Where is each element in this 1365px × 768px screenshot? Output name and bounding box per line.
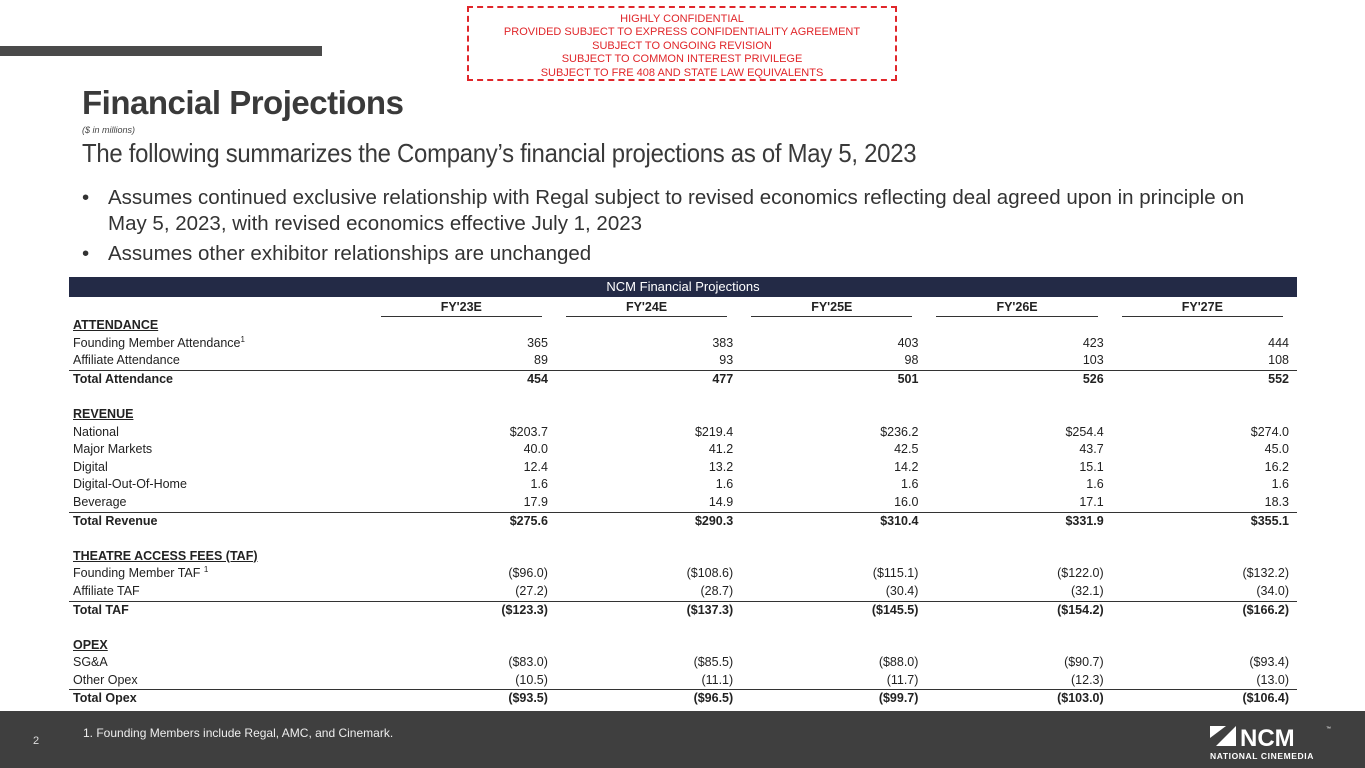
column-header <box>741 297 926 317</box>
spacer-cell <box>69 619 371 637</box>
bullet-list <box>82 185 1282 271</box>
column-header-row <box>69 297 1297 317</box>
table-row <box>69 352 1297 370</box>
total-cell: ($154.2) <box>926 601 1111 619</box>
empty-cell <box>556 637 741 655</box>
empty-cell <box>926 317 1111 335</box>
spacer-cell <box>371 530 556 548</box>
table-cell: 403 <box>897 335 919 350</box>
row-label <box>69 459 371 477</box>
table-cell: 444 <box>1268 335 1289 350</box>
table-row <box>69 441 1297 459</box>
spacer-cell <box>926 530 1111 548</box>
table-cell: 15.1 <box>1079 459 1104 474</box>
total-label: Total Attendance <box>69 370 371 388</box>
total-cell: ($99.7) <box>741 690 926 708</box>
column-header-label: FY'25E <box>751 298 912 317</box>
total-row <box>69 690 1297 708</box>
confidential-line: SUBJECT TO FRE 408 AND STATE LAW EQUIVALENTS <box>540 66 824 79</box>
total-label: Total Opex <box>69 690 371 708</box>
table-cell: 1.6 <box>1086 477 1104 492</box>
spacer-cell <box>741 619 926 637</box>
table-cell: ($122.0) <box>1057 566 1104 581</box>
spacer-cell <box>1112 530 1297 548</box>
table-cell: (11.1) <box>701 672 734 687</box>
total-cell: $290.3 <box>556 512 741 530</box>
table-cell: ($90.7) <box>1064 655 1104 670</box>
row-label <box>69 565 371 583</box>
table-cell: 98 <box>904 353 919 368</box>
table-cell: ($93.4) <box>1249 655 1289 670</box>
table-cell: 40.0 <box>523 442 548 457</box>
projections-table <box>69 297 1297 708</box>
confidential-notice <box>467 6 897 81</box>
spacer-cell <box>556 619 741 637</box>
spacer-cell <box>371 388 556 406</box>
table-cell: 42.5 <box>894 442 919 457</box>
table-cell: 93 <box>719 353 734 368</box>
empty-cell <box>926 637 1111 655</box>
bullet-icon: • <box>82 186 90 209</box>
total-cell: ($166.2) <box>1112 601 1297 619</box>
row-label-text: Other Opex <box>73 672 138 687</box>
table-cell: $203.7 <box>509 424 548 439</box>
table-cell: (28.7) <box>700 583 734 598</box>
table-cell: 16.0 <box>894 494 919 509</box>
row-label-text: Affiliate TAF <box>73 583 140 598</box>
table-cell: 13.2 <box>708 459 734 474</box>
table-row <box>69 459 1297 477</box>
table-cell: (12.3) <box>1071 672 1104 687</box>
table-row <box>69 335 1297 353</box>
row-label-text: SG&A <box>73 655 108 670</box>
table-cell: (13.0) <box>1256 672 1289 687</box>
spacer-cell <box>556 530 741 548</box>
empty-cell <box>741 406 926 424</box>
empty-cell <box>741 637 926 655</box>
section-title: ATTENDANCE <box>73 318 159 332</box>
total-cell: 454 <box>371 370 556 388</box>
confidential-line: SUBJECT TO COMMON INTEREST PRIVILEGE <box>561 53 803 66</box>
table-cell: ($83.0) <box>508 655 548 670</box>
row-label-text: Digital <box>73 459 108 474</box>
table-cell: (10.5) <box>515 672 548 687</box>
spacer-cell <box>69 530 371 548</box>
total-cell: 552 <box>1112 370 1297 388</box>
top-accent-bar <box>0 46 322 56</box>
bullet-item <box>82 241 1282 267</box>
row-label <box>69 441 371 459</box>
table-cell: $236.2 <box>880 424 919 439</box>
column-header <box>371 297 556 317</box>
table-cell: ($115.1) <box>872 566 919 581</box>
table-cell: 12.4 <box>523 459 548 474</box>
total-cell: $310.4 <box>741 512 926 530</box>
table-header: NCM Financial Projections <box>69 277 1297 297</box>
section-title-row <box>69 406 1297 424</box>
spacer-row <box>69 530 1297 548</box>
empty-cell <box>741 317 926 335</box>
total-cell: ($145.5) <box>741 601 926 619</box>
total-cell: $331.9 <box>926 512 1111 530</box>
row-label-text: Founding Member TAF <box>73 566 204 581</box>
logo-tm: ™ <box>1326 726 1331 732</box>
table-cell: $254.4 <box>1065 424 1104 439</box>
table-cell: 17.1 <box>1079 494 1104 509</box>
total-cell: 501 <box>741 370 926 388</box>
bullet-text: Assumes other exhibitor relationships are unchanged <box>108 242 592 265</box>
table-row <box>69 565 1297 583</box>
total-row <box>69 512 1297 530</box>
total-row <box>69 370 1297 388</box>
bullet-icon: • <box>82 242 90 265</box>
section-title: REVENUE <box>73 406 134 421</box>
spacer-cell <box>741 530 926 548</box>
table-cell: (11.7) <box>886 672 919 687</box>
total-cell: ($123.3) <box>371 601 556 619</box>
empty-cell <box>556 317 741 335</box>
table-cell: $274.0 <box>1250 424 1289 439</box>
table-cell: (34.0) <box>1256 583 1289 598</box>
spacer-row <box>69 619 1297 637</box>
confidential-line: SUBJECT TO ONGOING REVISION <box>592 39 772 52</box>
row-label <box>69 494 371 512</box>
empty-cell <box>371 406 556 424</box>
row-label-text: Affiliate Attendance <box>73 353 180 368</box>
section-title-row <box>69 548 1297 566</box>
table-cell: 1.6 <box>901 477 919 492</box>
spacer-cell <box>741 388 926 406</box>
column-header-label: FY'24E <box>566 298 727 317</box>
table-cell: (32.1) <box>1071 583 1104 598</box>
logo-tagline: NATIONAL CINEMEDIA <box>1210 751 1314 761</box>
total-cell: $275.6 <box>371 512 556 530</box>
section-title: THEATRE ACCESS FEES (TAF) <box>73 548 258 563</box>
table-row <box>69 654 1297 672</box>
table-cell: $219.4 <box>694 424 734 439</box>
confidential-line: HIGHLY CONFIDENTIAL <box>620 13 744 25</box>
column-header-label: FY'23E <box>381 298 542 317</box>
total-cell: ($137.3) <box>556 601 741 619</box>
total-cell: ($96.5) <box>556 690 741 708</box>
table-cell: 16.2 <box>1264 459 1289 474</box>
table-cell: 108 <box>1268 353 1289 368</box>
column-header <box>556 297 741 317</box>
spacer-cell <box>1112 388 1297 406</box>
total-cell: ($93.5) <box>371 690 556 708</box>
table-cell: 365 <box>527 335 548 350</box>
table-cell: 14.9 <box>708 494 734 509</box>
table-cell: 45.0 <box>1264 442 1289 457</box>
row-label-text: Founding Member Attendance <box>73 335 241 350</box>
total-label: Total Revenue <box>69 512 371 530</box>
total-cell: $355.1 <box>1112 512 1297 530</box>
logo-name: NCM <box>1240 725 1295 752</box>
row-label <box>69 352 371 370</box>
table-cell: 1.6 <box>530 477 548 492</box>
column-header-blank <box>69 297 371 317</box>
table-cell: ($88.0) <box>878 655 919 670</box>
row-label-text: Major Markets <box>73 442 153 457</box>
column-header <box>926 297 1111 317</box>
table-row <box>69 494 1297 512</box>
column-header-label: FY'26E <box>936 298 1097 317</box>
table-cell: 43.7 <box>1079 442 1104 457</box>
row-label <box>69 654 371 672</box>
empty-cell <box>741 548 926 566</box>
table-cell: 89 <box>534 353 548 368</box>
spacer-cell <box>371 619 556 637</box>
table-row <box>69 476 1297 494</box>
table-row <box>69 672 1297 690</box>
empty-cell <box>556 548 741 566</box>
footnote: 1. Founding Members include Regal, AMC, and Cinemark. <box>83 726 394 740</box>
spacer-cell <box>926 388 1111 406</box>
table-row <box>69 583 1297 601</box>
table-cell: ($132.2) <box>1242 566 1289 581</box>
table-cell: 1.6 <box>1271 477 1289 492</box>
empty-cell <box>1112 406 1297 424</box>
table-cell: 14.2 <box>894 459 919 474</box>
table-cell: 41.2 <box>708 442 734 457</box>
table-cell: ($85.5) <box>693 655 734 670</box>
total-cell: 477 <box>556 370 741 388</box>
empty-cell <box>926 406 1111 424</box>
total-cell: ($103.0) <box>926 690 1111 708</box>
total-row <box>69 601 1297 619</box>
row-label <box>69 672 371 690</box>
table-cell: ($96.0) <box>508 566 548 581</box>
column-header <box>1112 297 1297 317</box>
spacer-cell <box>926 619 1111 637</box>
row-label <box>69 476 371 494</box>
table-cell: 17.9 <box>523 494 548 509</box>
empty-cell <box>371 317 556 335</box>
table-cell: 103 <box>1082 353 1104 368</box>
total-label: Total TAF <box>69 601 371 619</box>
footnote-marker: 1 <box>203 565 209 575</box>
empty-cell <box>1112 548 1297 566</box>
table-cell: 383 <box>712 335 734 350</box>
units-note: ($ in millions) <box>82 125 136 135</box>
empty-cell <box>926 548 1111 566</box>
row-label <box>69 335 371 353</box>
section-title-row <box>69 637 1297 655</box>
empty-cell <box>556 406 741 424</box>
section-title-row <box>69 317 1297 335</box>
row-label <box>69 424 371 442</box>
table-cell: (27.2) <box>515 583 548 598</box>
page-title: Financial Projections <box>82 84 404 121</box>
table-row <box>69 424 1297 442</box>
table-cell: ($108.6) <box>686 566 734 581</box>
empty-cell <box>371 637 556 655</box>
confidential-line: PROVIDED SUBJECT TO EXPRESS CONFIDENTIALITY AGREEMENT <box>503 26 861 39</box>
total-cell: 526 <box>926 370 1111 388</box>
table-cell: (30.4) <box>885 583 919 598</box>
row-label-text: Beverage <box>73 494 127 509</box>
column-header-label: FY'27E <box>1122 298 1283 317</box>
footnote-marker: 1 <box>240 334 245 344</box>
empty-cell <box>371 548 556 566</box>
empty-cell <box>1112 637 1297 655</box>
row-label-text: Digital-Out-Of-Home <box>73 477 187 492</box>
table-cell: 1.6 <box>715 477 734 492</box>
page-number: 2 <box>33 735 40 747</box>
bullet-text: Assumes continued exclusive relationship with Regal subject to revised economics reflecting deal agreed upon in principle on May 5, 2023, with revised economics effective July 1, 2023 <box>108 186 1245 235</box>
table-cell: 18.3 <box>1264 494 1289 509</box>
spacer-row <box>69 388 1297 406</box>
spacer-cell <box>69 388 371 406</box>
total-cell: ($106.4) <box>1112 690 1297 708</box>
row-label-text: National <box>73 424 119 439</box>
table-cell: 423 <box>1082 335 1104 350</box>
bullet-item <box>82 185 1282 237</box>
row-label <box>69 583 371 601</box>
page-subtitle: The following summarizes the Company’s financial projections as of May 5, 2023 <box>82 138 917 168</box>
spacer-cell <box>1112 619 1297 637</box>
spacer-cell <box>556 388 741 406</box>
section-title: OPEX <box>73 637 108 652</box>
empty-cell <box>1112 317 1297 335</box>
